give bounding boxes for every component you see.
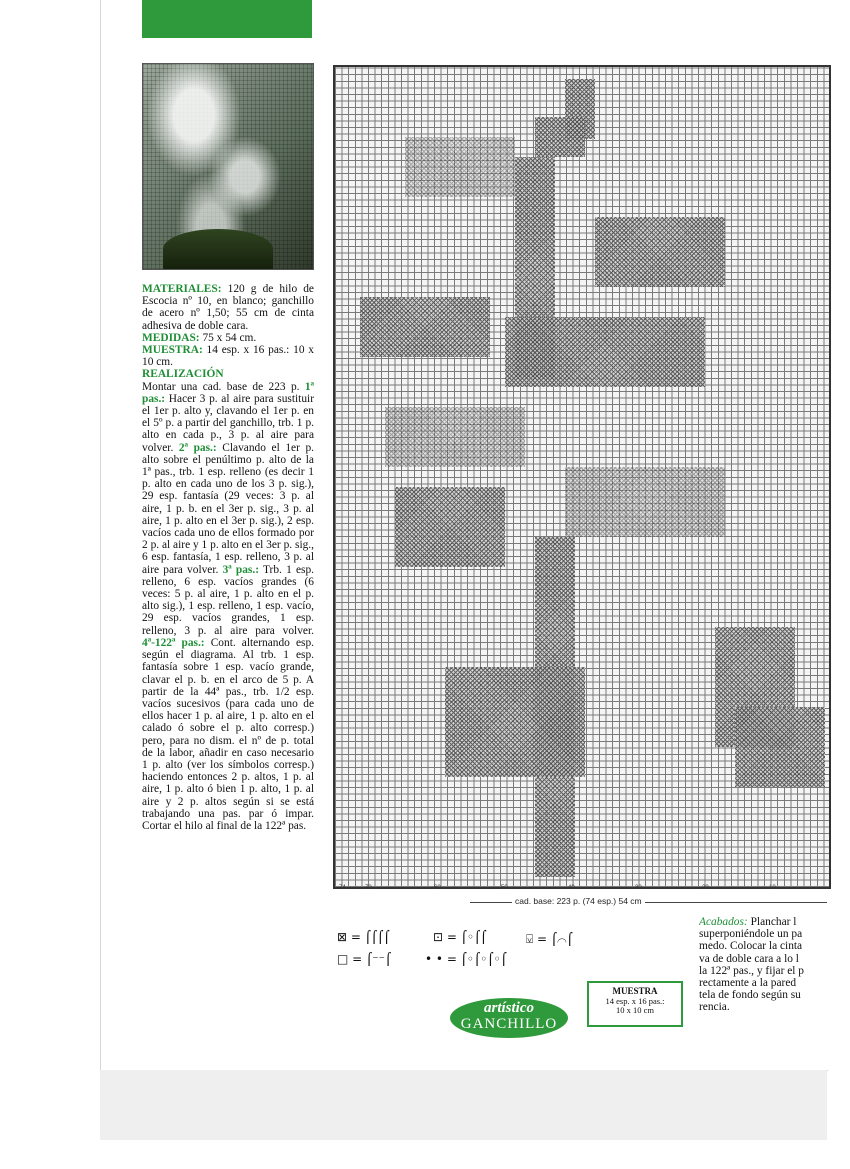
instructions-text — [142, 283, 314, 832]
motif-block — [385, 407, 525, 467]
dot-box-icon: ⊡ — [433, 930, 444, 944]
base-chain-label: cad. base: 223 p. (74 esp.) 54 cm — [512, 896, 645, 906]
legend-item — [526, 932, 573, 947]
empty-box-icon: □ — [337, 952, 349, 966]
acabados-text — [699, 916, 827, 1014]
acabados-line: rencia. — [699, 1001, 730, 1014]
realizacion-part-5: Cont. alternando esp. según el diagrama. Al trb. 1 esp. fantasía sobre 1 esp. vacío grande, clavar el p. b. en el arco de 5 p. A partir de la 44ª pas., trb. 1/2 esp. vacíos sucesivos (para cada uno de ellos hacer 1 p. al aire, 1 p. alto en el calado ó sobre el p. alto corresp.) pero, para no dism. el nº de p. total de la labor, añadir en caso necesario 1 p. alto (ver los símbolos corresp.) haciendo entonces 2 p. altos, 1 p. al aire, 1 p. alto ó bien 1 p. alto, 1 p. al aire y 2 p. altos según si se está trabajando una pas. par ó impar. Cortar el hilo al final de la 122ª pas. — [142, 636, 314, 832]
realizacion-paragraph — [142, 381, 314, 833]
motif-block — [595, 217, 725, 287]
acabados-line: superponiéndole un pa — [699, 928, 803, 941]
realizacion-part-4: Trb. 1 esp. relleno, 6 esp. vacíos grandes (6 veces: 5 p. al aire, 1 p. alto en el p. alto sig.), 1 esp. relleno, 1 esp. vacío, 29 esp. vacíos grandes, 1 esp. relleno, 3 p. al aire para volver. — [142, 563, 315, 637]
legend-item — [433, 930, 487, 944]
motif-block — [735, 707, 825, 787]
crossed-box-icon: ⊠ — [337, 930, 348, 944]
axis-label: 74 — [339, 885, 346, 891]
medidas-paragraph — [142, 332, 314, 344]
axis-label: 70 — [365, 885, 372, 891]
legend-formula: = ⌠⌠⌠⌠ — [350, 930, 390, 944]
muestra-paragraph — [142, 344, 314, 368]
axis-label: 60 — [434, 885, 441, 891]
acabados-line: tela de fondo según su — [699, 989, 801, 1002]
motif-block — [535, 117, 585, 157]
project-photo — [142, 63, 314, 270]
pas2-label: 2ª pas.: — [178, 441, 217, 454]
acabados-line: va de doble cara a lo l — [699, 952, 799, 965]
medidas-title: MEDIDAS: — [142, 331, 200, 344]
acabados-line: rectamente a la pared — [699, 977, 797, 990]
pas3-label: 3ª pas.: — [222, 563, 259, 576]
legend-formula: = ⌠◦⌠◦⌠◦⌠ — [446, 952, 507, 966]
gauge-line-2: 10 x 10 cm — [615, 1005, 654, 1015]
pas4-label: 4ª-122ª pas.: — [142, 636, 205, 649]
motif-block — [445, 667, 585, 777]
gauge-line-1: 14 esp. x 16 pas.: — [605, 995, 665, 1006]
motif-block — [505, 317, 705, 387]
acabados-title: Acabados: — [699, 916, 748, 928]
dots-icon: • • — [425, 952, 443, 966]
logo-line-1: artístico — [483, 1000, 534, 1016]
legend-item — [337, 930, 390, 944]
page-shadow — [100, 1070, 827, 1140]
muestra-title: MUESTRA: — [142, 344, 203, 357]
axis-label: 40 — [568, 885, 575, 891]
chart-axis — [335, 885, 827, 895]
axis-label: 10 — [769, 885, 776, 891]
medidas-body: 75 x 54 cm. — [199, 331, 257, 344]
green-header-tab — [142, 0, 312, 38]
legend-item — [425, 952, 507, 966]
logo-line-2: GANCHILLO — [460, 1016, 558, 1032]
pas1-label: 1ª pas.: — [142, 380, 314, 405]
motif-block — [405, 137, 515, 197]
plant-image-detail — [163, 229, 273, 269]
motif-block — [360, 297, 490, 357]
realizacion-part-3: Clavando el 1er p. alto sobre el penúltimo p. alto de la 1ª pas., trb. 1 esp. relleno (es decir 1 p. alto en cada uno de los 3 p. sig.), 29 esp. fantasía (29 veces: 3 p. al aire, 1 p. b. en el 3er p. sig., 3 p. al aire, 1 p. alto en el 3er p. sig.), 2 esp. vacíos cada uno de ellos formado por 2 p. al aire y 1 p. alto en el 3er p. sig., 6 esp. fantasía, 1 esp. relleno, 3 p. al aire para volver. — [142, 441, 314, 576]
legend-formula: = ⌠⁻⁻⌠ — [352, 952, 392, 966]
axis-label: 50 — [501, 885, 508, 891]
acabados-line: medo. Colocar la cinta — [699, 940, 803, 953]
acabados-line-text: Planchar l — [747, 916, 797, 928]
arc-box-icon: ⍌ — [526, 932, 534, 946]
realizacion-title: REALIZACIÓN — [142, 368, 224, 381]
legend-item — [337, 952, 391, 966]
materiales-title: MATERIALES: — [142, 283, 222, 295]
muestra-body: 14 esp. x 16 pas.: 10 x 10 cm. — [142, 344, 314, 369]
magazine-logo — [450, 998, 568, 1038]
acabados-line: la 122ª pas., y fijar el p — [699, 964, 804, 977]
realizacion-part-2: Hacer 3 p. al aire para sustituir el 1er p. alto y, clavando el 1er p. en el 5º p. a partir del ganchillo, trb. 1 p. alto en cada p., 3 p. al aire para volver. — [142, 392, 314, 454]
legend-formula: = ⌠⌒⌠ — [537, 932, 573, 946]
axis-label: 20 — [702, 885, 709, 891]
materiales-body: 120 g de hilo de Escocia nº 10, en blanco; ganchillo de acero nº 1,50; 55 cm de cinta adhesiva de doble cara. — [142, 283, 314, 332]
motif-block — [395, 487, 505, 567]
motif-block — [565, 467, 725, 537]
crochet-diagram — [333, 65, 831, 889]
materiales-paragraph — [142, 283, 314, 332]
acabados-line — [699, 916, 827, 928]
legend-formula: = ⌠◦⌠⌠ — [446, 930, 487, 944]
axis-label: 30 — [635, 885, 642, 891]
gauge-title: MUESTRA — [612, 986, 658, 996]
realizacion-part-1: Montar una cad. base de 223 p. — [142, 380, 305, 393]
gauge-sample-box — [587, 981, 683, 1027]
